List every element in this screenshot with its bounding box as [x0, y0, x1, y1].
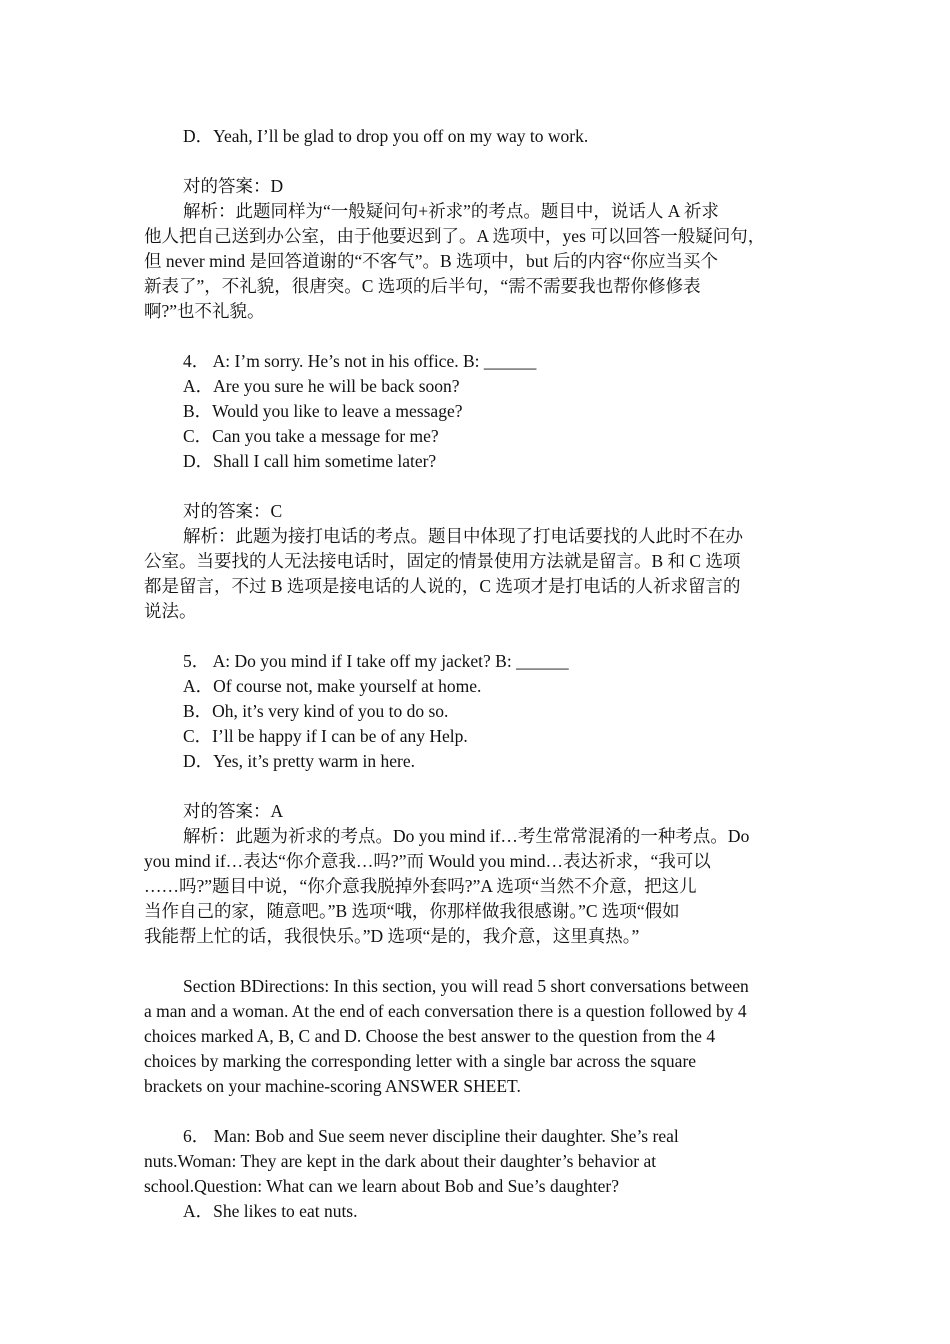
q5-answer: 对的答案：A — [183, 801, 284, 821]
q5-analysis-line: you mind if…表达“你介意我…吗?”而 Would you mind…表达祈求，“我可以 — [144, 851, 711, 871]
q4-question: 4． A: I’m sorry. He’s not in his office. B: ______ — [183, 351, 537, 371]
q5-option: D．Yes, it’s pretty warm in here. — [183, 751, 416, 771]
q5-analysis-line: 我能帮上忙的话，我很快乐。”D 选项“是的，我介意，这里真热。” — [144, 926, 640, 946]
q4-analysis-line: 公室。当要找的人无法接电话时，固定的情景使用方法就是留言。B 和 C 选项 — [144, 551, 741, 571]
q3-analysis-line: 他人把自己送到办公室，由于他要迟到了。A 选项中，yes 可以回答一般疑问句， — [144, 226, 766, 246]
q3-answer: 对的答案：D — [183, 176, 284, 196]
q3-analysis-line: 但 never mind 是回答道谢的“不客气”。B 选项中，but 后的内容“你应当买个 — [144, 251, 719, 271]
q5-analysis-line: ……吗?”题目中说，“你介意我脱掉外套吗?”A 选项“当然不介意，把这儿 — [144, 876, 697, 896]
q6-text-line: 6． Man: Bob and Sue seem never discipline their daughter. She’s real — [183, 1126, 679, 1146]
q6-text-line: nuts.Woman: They are kept in the dark about their daughter’s behavior at — [144, 1151, 657, 1171]
q4-option: D．Shall I call him sometime later? — [183, 451, 437, 471]
q5-analysis-line: 当作自己的家，随意吧。”B 选项“哦，你那样做我很感谢。”C 选项“假如 — [144, 901, 680, 921]
q5-option: B．Oh, it’s very kind of you to do so. — [183, 701, 449, 721]
q3-analysis-line: 啊?”也不礼貌。 — [144, 301, 265, 321]
q4-option: C．Can you take a message for me? — [183, 426, 439, 446]
q6-option: A．She likes to eat nuts. — [183, 1201, 358, 1221]
q4-analysis-line: 解析：此题为接打电话的考点。题目中体现了打电话要找的人此时不在办 — [183, 526, 743, 546]
section-b-line: a man and a woman. At the end of each conversation there is a question followed by 4 — [144, 1001, 747, 1021]
q4-analysis-line: 都是留言，不过 B 选项是接电话的人说的，C 选项才是打电话的人祈求留言的 — [144, 576, 741, 596]
q5-analysis-line: 解析：此题为祈求的考点。Do you mind if…考生常常混淆的一种考点。Do — [183, 826, 750, 846]
q4-option: A．Are you sure he will be back soon? — [183, 376, 460, 396]
section-b-line: Section BDirections: In this section, you will read 5 short conversations between — [183, 976, 749, 996]
q4-option: B．Would you like to leave a message? — [183, 401, 463, 421]
q4-analysis-line: 说法。 — [144, 601, 197, 621]
q3-option-d: D．Yeah, I’ll be glad to drop you off on my way to work. — [183, 126, 589, 146]
q4-answer: 对的答案：C — [183, 501, 283, 521]
q5-option: A．Of course not, make yourself at home. — [183, 676, 482, 696]
section-b-line: choices marked A, B, C and D. Choose the best answer to the question from the 4 — [144, 1026, 716, 1046]
document-page — [144, 124, 807, 1224]
q5-option: C．I’ll be happy if I can be of any Help. — [183, 726, 468, 746]
section-b-line: brackets on your machine-scoring ANSWER SHEET. — [144, 1076, 521, 1096]
q6-text-line: school.Question: What can we learn about Bob and Sue’s daughter? — [144, 1176, 619, 1196]
q5-question: 5． A: Do you mind if I take off my jacket? B: ______ — [183, 651, 569, 671]
q3-analysis-line: 新表了”，不礼貌，很唐突。C 选项的后半句，“需不需要我也帮你修修表 — [144, 276, 701, 296]
q3-analysis-line: 解析：此题同样为“一般疑问句+祈求”的考点。题目中，说话人 A 祈求 — [183, 201, 719, 221]
section-b-line: choices by marking the corresponding letter with a single bar across the square — [144, 1051, 697, 1071]
